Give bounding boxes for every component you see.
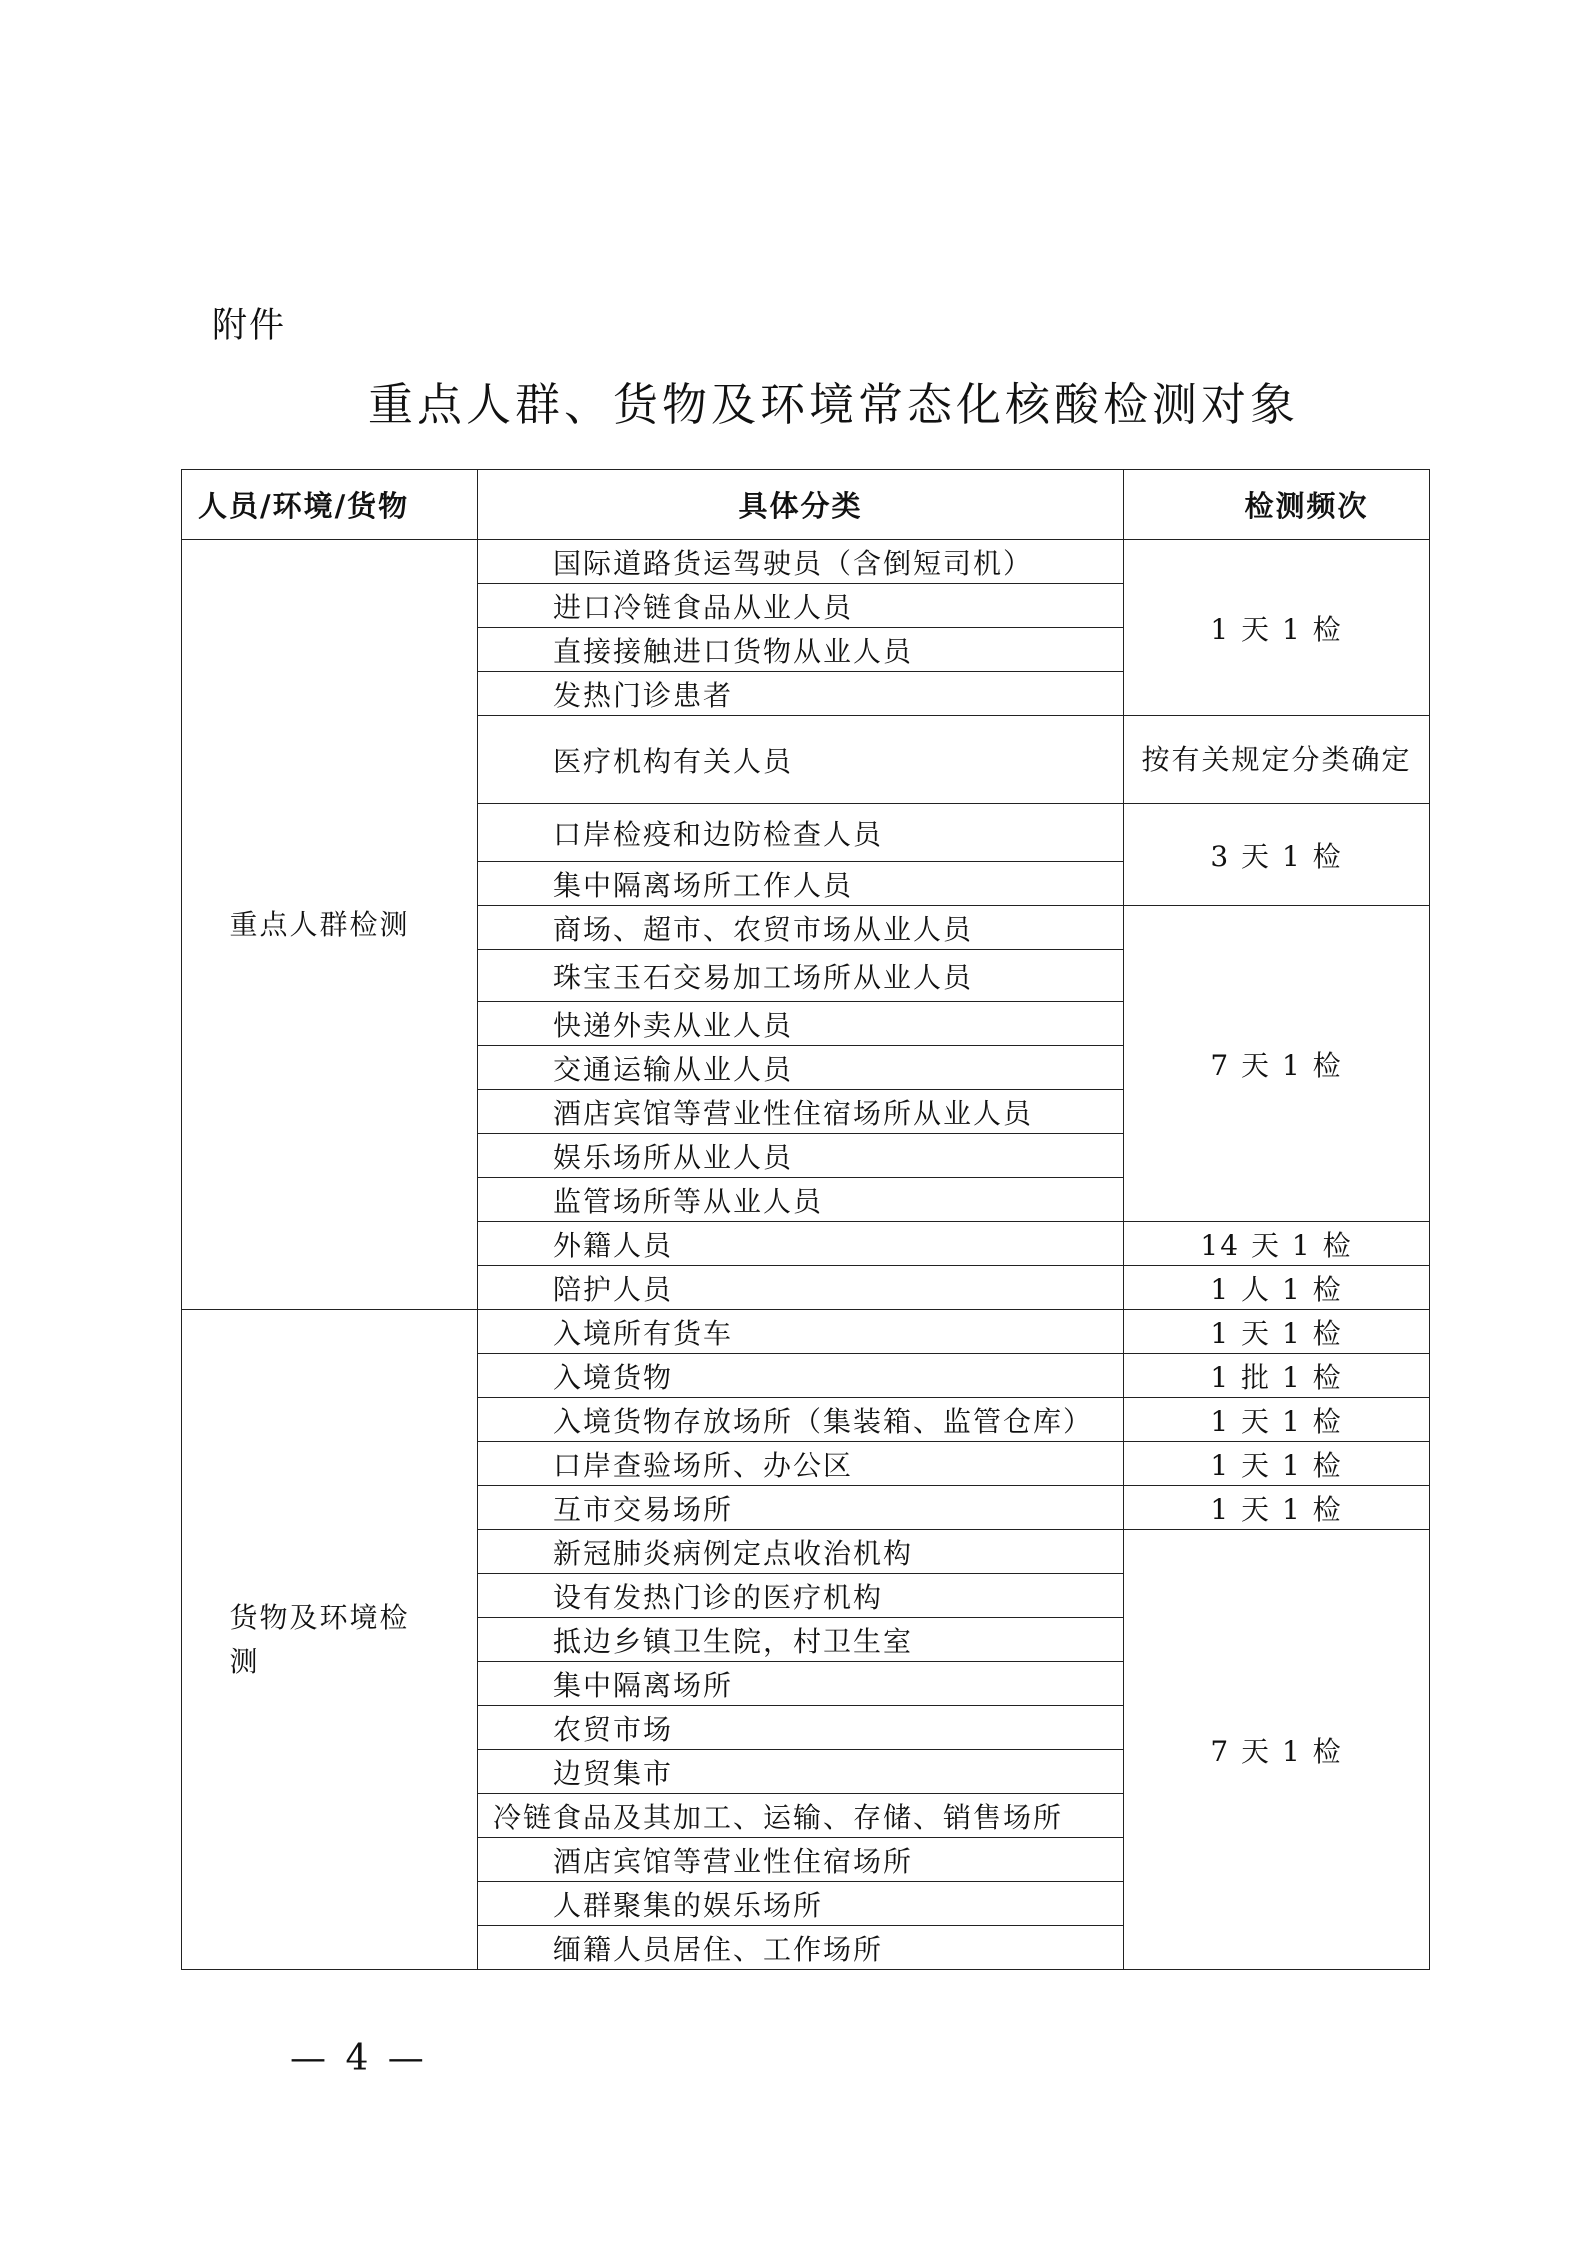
group-label: 重点人群检测 [229, 907, 410, 941]
category-cell: 冷链食品及其加工、运输、存储、销售场所 [478, 1794, 1124, 1838]
category-cell: 缅籍人员居住、工作场所 [478, 1926, 1124, 1970]
category-cell: 发热门诊患者 [478, 672, 1124, 716]
frequency-cell: 1 天 1 检 [1124, 1486, 1430, 1530]
category-cell: 国际道路货运驾驶员（含倒短司机） [478, 540, 1124, 584]
category-cell: 口岸检疫和边防检查人员 [478, 804, 1124, 862]
category-cell: 农贸市场 [478, 1706, 1124, 1750]
category-cell: 直接接触进口货物从业人员 [478, 628, 1124, 672]
category-cell: 入境货物 [478, 1354, 1124, 1398]
table-row [182, 1310, 1430, 1354]
attachment-label: 附件 [212, 306, 287, 346]
document-title: 重点人群、货物及环境常态化核酸检测对象 [367, 378, 1299, 431]
frequency-cell: 1 批 1 检 [1124, 1354, 1430, 1398]
group-label: 货物及环境检测 [229, 1600, 410, 1678]
frequency-cell: 1 天 1 检 [1124, 540, 1430, 716]
column-header-detail: 具体分类 [478, 470, 1124, 540]
category-cell: 抵边乡镇卫生院，村卫生室 [478, 1618, 1124, 1662]
category-cell: 人群聚集的娱乐场所 [478, 1882, 1124, 1926]
category-cell: 交通运输从业人员 [478, 1046, 1124, 1090]
category-cell: 互市交易场所 [478, 1486, 1124, 1530]
group-cell-key-population [182, 540, 478, 1310]
group-cell-goods-environment [182, 1310, 478, 1970]
category-cell: 酒店宾馆等营业性住宿场所从业人员 [478, 1090, 1124, 1134]
frequency-cell: 14 天 1 检 [1124, 1222, 1430, 1266]
category-cell: 外籍人员 [478, 1222, 1124, 1266]
frequency-cell: 3 天 1 检 [1124, 804, 1430, 906]
category-cell: 医疗机构有关人员 [478, 716, 1124, 804]
category-cell: 入境货物存放场所（集装箱、监管仓库） [478, 1398, 1124, 1442]
category-cell: 商场、超市、农贸市场从业人员 [478, 906, 1124, 950]
frequency-cell: 7 天 1 检 [1124, 906, 1430, 1222]
column-header-frequency: 检测频次 [1124, 470, 1430, 540]
category-cell: 集中隔离场所工作人员 [478, 862, 1124, 906]
frequency-cell: 1 天 1 检 [1124, 1442, 1430, 1486]
category-cell: 陪护人员 [478, 1266, 1124, 1310]
column-header-category: 人员/环境/货物 [182, 470, 478, 540]
category-cell: 新冠肺炎病例定点收治机构 [478, 1530, 1124, 1574]
category-cell: 酒店宾馆等营业性住宿场所 [478, 1838, 1124, 1882]
table-header-row [182, 470, 1430, 540]
category-cell: 边贸集市 [478, 1750, 1124, 1794]
category-cell: 监管场所等从业人员 [478, 1178, 1124, 1222]
page-number: — 4 — [290, 2038, 428, 2079]
frequency-cell: 按有关规定分类确定 [1124, 716, 1430, 804]
frequency-cell: 1 天 1 检 [1124, 1310, 1430, 1354]
frequency-cell: 7 天 1 检 [1124, 1530, 1430, 1970]
category-cell: 口岸查验场所、办公区 [478, 1442, 1124, 1486]
category-cell: 集中隔离场所 [478, 1662, 1124, 1706]
category-cell: 娱乐场所从业人员 [478, 1134, 1124, 1178]
category-cell: 设有发热门诊的医疗机构 [478, 1574, 1124, 1618]
frequency-cell: 1 人 1 检 [1124, 1266, 1430, 1310]
frequency-cell: 1 天 1 检 [1124, 1398, 1430, 1442]
testing-table [181, 469, 1430, 1970]
category-cell: 珠宝玉石交易加工场所从业人员 [478, 950, 1124, 1002]
category-cell: 入境所有货车 [478, 1310, 1124, 1354]
table-row [182, 540, 1430, 584]
category-cell: 快递外卖从业人员 [478, 1002, 1124, 1046]
category-cell: 进口冷链食品从业人员 [478, 584, 1124, 628]
